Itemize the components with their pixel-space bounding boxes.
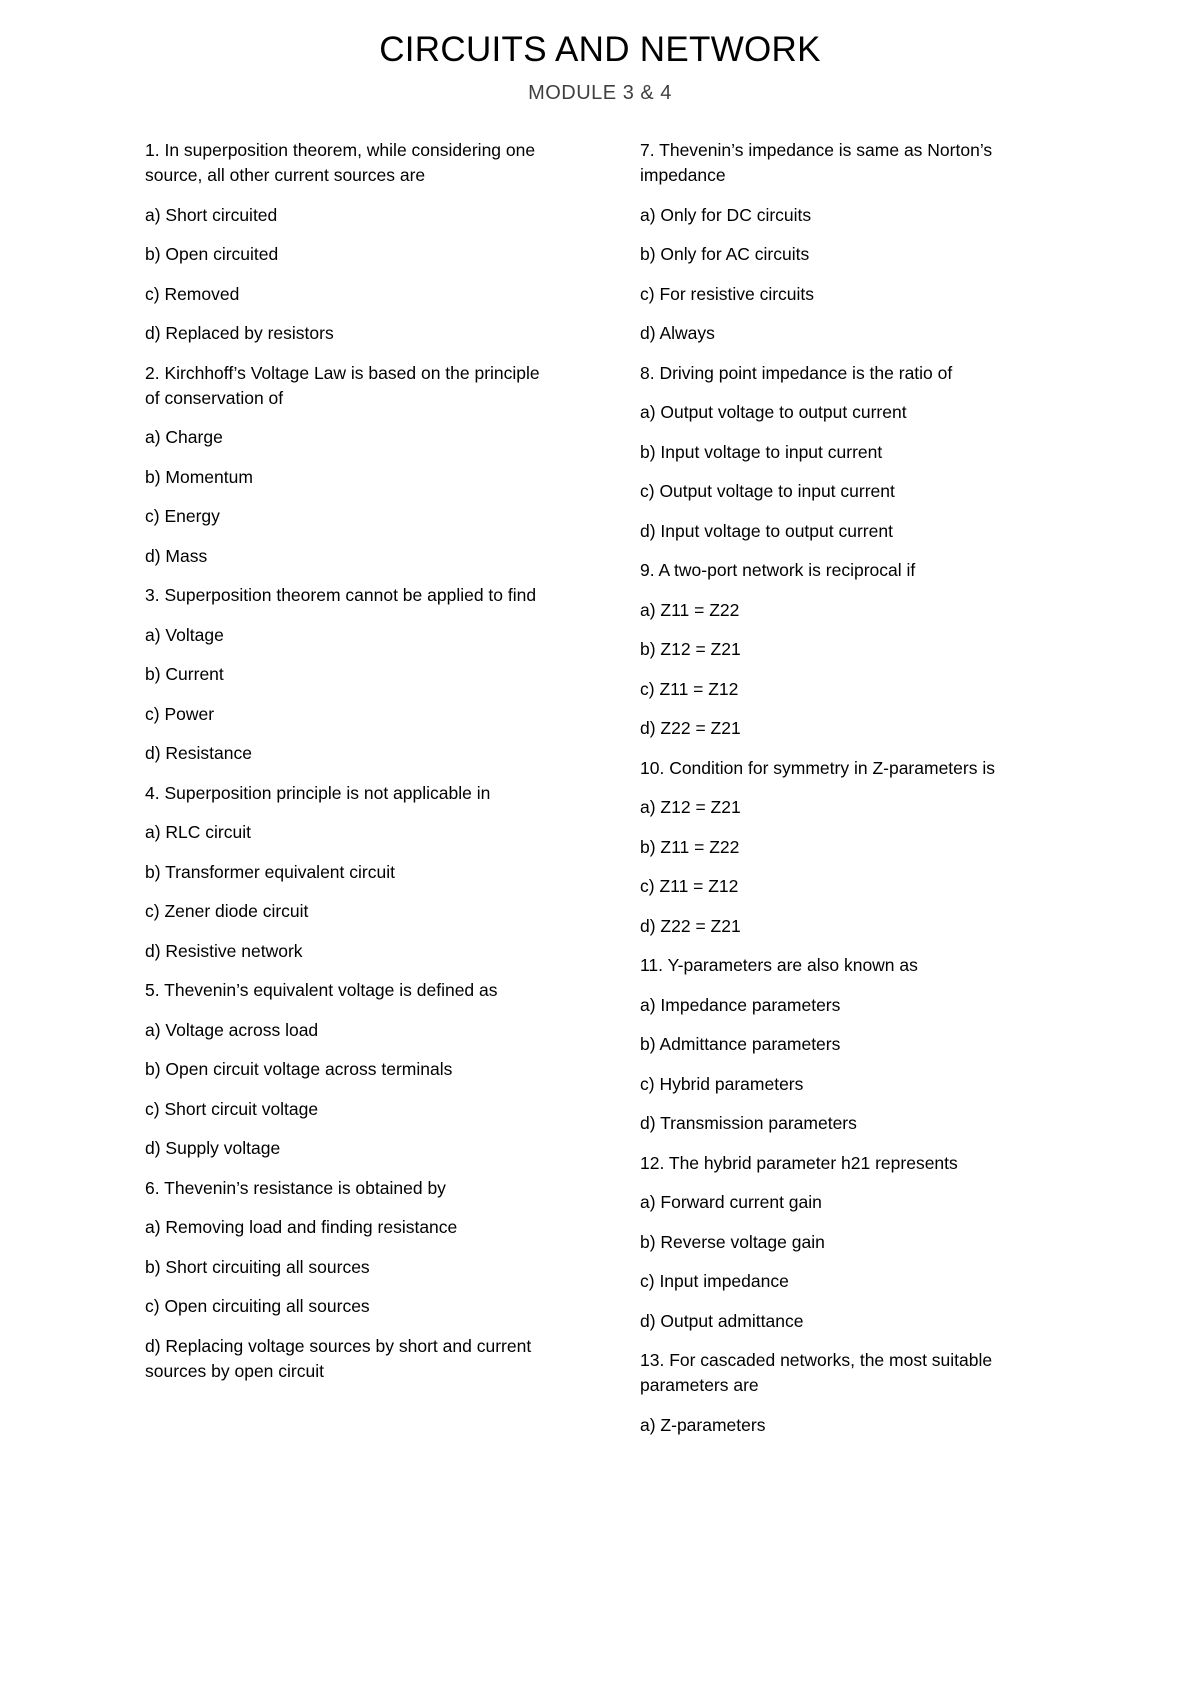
question-text: 2. Kirchhoff’s Voltage Law is based on the principle: [145, 362, 540, 383]
answer-option: d) Replacing voltage sources by short and current: [145, 1335, 532, 1356]
answer-option: c) Input impedance: [640, 1271, 789, 1291]
answer-option: d) Transmission parameters: [640, 1113, 857, 1133]
answer-option: a) Output voltage to output current: [640, 402, 907, 422]
answer-option: c) Output voltage to input current: [640, 481, 895, 501]
answer-option: d) Resistive network: [145, 940, 303, 961]
answer-option: d) Mass: [145, 545, 208, 566]
answer-option: b) Input voltage to input current: [640, 441, 883, 462]
answer-option: a) Z-parameters: [640, 1414, 766, 1435]
question-text: 6. Thevenin’s resistance is obtained by: [145, 1177, 446, 1198]
answer-option: a) Charge: [145, 427, 223, 447]
answer-option: d) Replaced by resistors: [145, 323, 334, 343]
answer-option: b) Z12 = Z21: [640, 639, 741, 659]
question-text: 9. A two-port network is reciprocal if: [640, 560, 916, 580]
answer-option: d) Z22 = Z21: [640, 915, 741, 936]
answer-option: b) Only for AC circuits: [640, 244, 810, 264]
answer-option: a) Impedance parameters: [640, 994, 841, 1015]
answer-option: c) Short circuit voltage: [145, 1098, 319, 1119]
answer-option: c) For resistive circuits: [640, 283, 815, 304]
question-text: source, all other current sources are: [145, 165, 426, 185]
answer-option: b) Transformer equivalent circuit: [145, 861, 395, 882]
answer-option: b) Open circuit voltage across terminals: [145, 1059, 453, 1079]
page-subtitle: MODULE 3 & 4: [528, 82, 672, 104]
answer-option: d) Z22 = Z21: [640, 718, 741, 738]
answer-option: b) Admittance parameters: [640, 1034, 841, 1054]
answer-option: c) Hybrid parameters: [640, 1073, 804, 1094]
question-text: 4. Superposition principle is not applicable in: [145, 782, 491, 803]
question-text: 1. In superposition theorem, while considering one: [145, 140, 536, 160]
answer-option: b) Current: [145, 664, 224, 684]
answer-option: c) Z11 = Z12: [640, 876, 739, 896]
answer-option: a) Z12 = Z21: [640, 797, 741, 817]
answer-option: c) Energy: [145, 506, 220, 526]
answer-option: d) Supply voltage: [145, 1138, 281, 1158]
answer-option: d) Output admittance: [640, 1310, 804, 1331]
question-text: 12. The hybrid parameter h21 represents: [640, 1152, 958, 1173]
answer-option: a) Only for DC circuits: [640, 204, 812, 225]
question-text: 13. For cascaded networks, the most suitable: [640, 1350, 993, 1370]
answer-option: a) Short circuited: [145, 204, 278, 225]
question-text: 7. Thevenin’s impedance is same as Norton’s: [640, 140, 993, 160]
question-text: parameters are: [640, 1375, 759, 1395]
question-text: impedance: [640, 165, 726, 185]
answer-option: b) Reverse voltage gain: [640, 1231, 825, 1252]
answer-option: b) Short circuiting all sources: [145, 1256, 370, 1277]
answer-option: d) Input voltage to output current: [640, 520, 893, 541]
answer-option: a) Voltage across load: [145, 1019, 319, 1040]
answer-option: c) Zener diode circuit: [145, 901, 309, 921]
answer-option: a) RLC circuit: [145, 822, 251, 842]
answer-option: c) Power: [145, 703, 215, 724]
answer-option: a) Z11 = Z22: [640, 599, 740, 620]
question-text: 3. Superposition theorem cannot be applied to find: [145, 585, 537, 605]
answer-option: sources by open circuit: [145, 1360, 324, 1381]
question-text: of conservation of: [145, 387, 284, 408]
question-text: 5. Thevenin’s equivalent voltage is defined as: [145, 980, 498, 1000]
question-text: 8. Driving point impedance is the ratio of: [640, 362, 953, 383]
answer-option: a) Removing load and finding resistance: [145, 1217, 458, 1237]
answer-option: c) Removed: [145, 283, 240, 304]
answer-option: b) Momentum: [145, 466, 253, 487]
answer-option: a) Voltage: [145, 624, 224, 645]
answer-option: c) Z11 = Z12: [640, 678, 739, 699]
question-text: 11. Y-parameters are also known as: [640, 955, 918, 975]
answer-option: c) Open circuiting all sources: [145, 1296, 370, 1316]
answer-option: b) Open circuited: [145, 244, 279, 264]
answer-option: a) Forward current gain: [640, 1192, 822, 1212]
answer-option: d) Resistance: [145, 743, 252, 763]
page-title: CIRCUITS AND NETWORK: [379, 30, 821, 69]
question-text: 10. Condition for symmetry in Z-parameters is: [640, 757, 995, 778]
answer-option: d) Always: [640, 323, 715, 343]
answer-option: b) Z11 = Z22: [640, 836, 740, 857]
